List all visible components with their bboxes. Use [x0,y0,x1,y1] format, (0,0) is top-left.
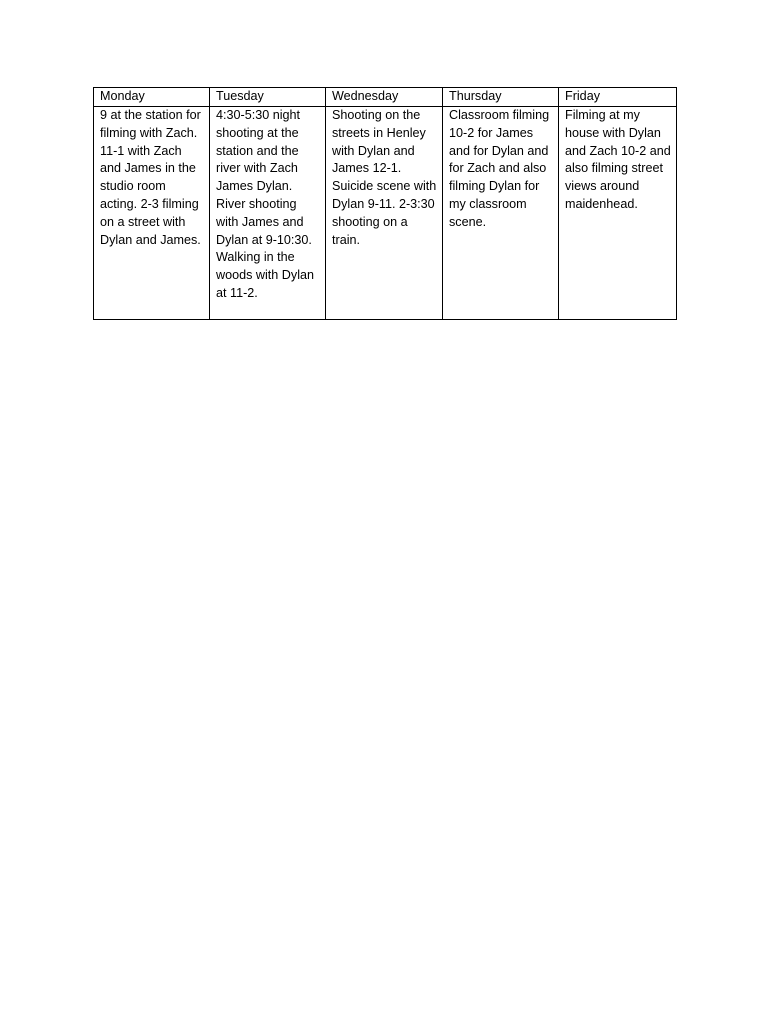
header-thursday: Thursday [443,88,559,107]
schedule-body [94,107,677,320]
cell-monday: 9 at the station for filming with Zach. 11-1 with Zach and James in the studio room acting. 2-3 filming on a street with Dylan and James. [94,107,210,320]
cell-tuesday: 4:30-5:30 night shooting at the station and the river with Zach James Dylan. River shooting with James and Dylan at 9-10:30. Walking in the woods with Dylan at 11-2. [210,107,326,320]
cell-friday: Filming at my house with Dylan and Zach 10-2 and also filming street views around maidenhead. [559,107,677,320]
weekly-filming-schedule-table [93,87,677,320]
header-tuesday: Tuesday [210,88,326,107]
header-monday: Monday [94,88,210,107]
header-wednesday: Wednesday [326,88,443,107]
header-row [94,88,677,107]
header-friday: Friday [559,88,677,107]
schedule-header [94,88,677,107]
table-row [94,107,677,320]
cell-thursday: Classroom filming 10-2 for James and for Dylan and for Zach and also filming Dylan for my classroom scene. [443,107,559,320]
cell-wednesday: Shooting on the streets in Henley with Dylan and James 12-1. Suicide scene with Dylan 9-11. 2-3:30 shooting on a train. [326,107,443,320]
